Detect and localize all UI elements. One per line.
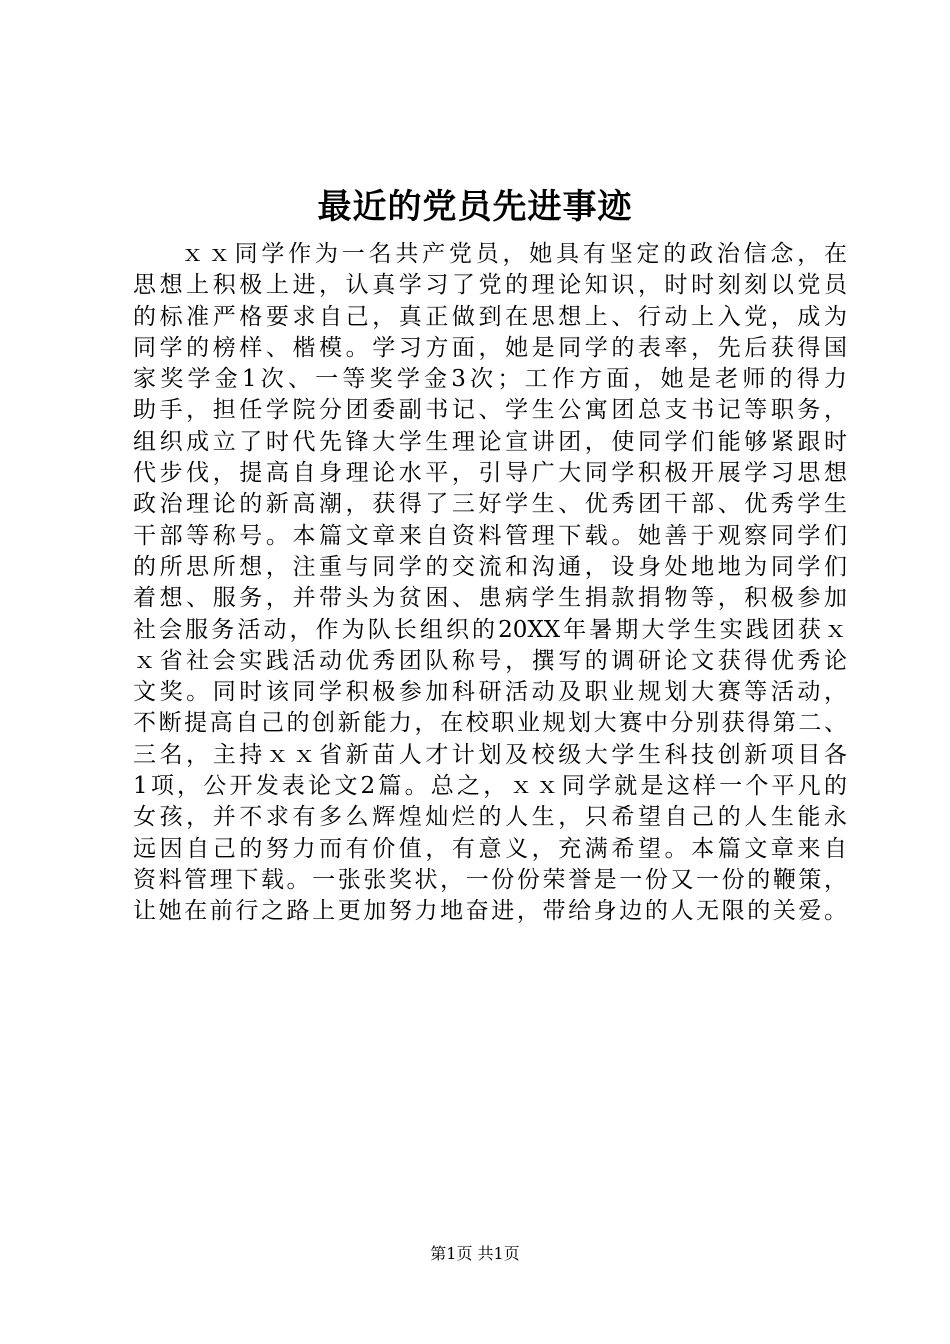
body-line: 干部等称号。本篇文章来自资料管理下载。她善于观察同学们	[133, 522, 847, 549]
body-line: 女孩，并不求有多么辉煌灿烂的人生，只希望自己的人生能永	[133, 804, 847, 831]
body-line: 不断提高自己的创新能力，在校职业规划大赛中分别获得第二、	[133, 710, 847, 737]
body-line: 家奖学金1次、一等奖学金3次；工作方面，她是老师的得力	[133, 366, 847, 393]
body-line: ｘｘ同学作为一名共产党员，她具有坚定的政治信念，在	[181, 241, 847, 267]
document-body	[133, 239, 847, 928]
document-title: 最近的党员先进事迹	[317, 187, 633, 227]
body-line: 政治理论的新高潮，获得了三好学生、优秀团干部、优秀学生	[133, 491, 847, 518]
body-line: ｘ省社会实践活动优秀团队称号，撰写的调研论文获得优秀论	[133, 647, 847, 674]
body-line: 思想上积极上进，认真学习了党的理论知识，时时刻刻以党员	[133, 272, 847, 299]
body-line: 1项，公开发表论文2篇。总之，ｘｘ同学就是这样一个平凡的	[133, 773, 847, 800]
body-line: 同学的榜样、楷模。学习方面，她是同学的表率，先后获得国	[133, 334, 847, 361]
body-line: 的标准严格要求自己，真正做到在思想上、行动上入党，成为	[133, 303, 847, 330]
body-line: 社会服务活动，作为队长组织的20XX年暑期大学生实践团获ｘ	[133, 616, 847, 643]
body-line: 让她在前行之路上更加努力地奋进，带给身边的人无限的关爱。	[133, 898, 847, 925]
body-line: 的所思所想，注重与同学的交流和沟通，设身处地地为同学们	[133, 553, 847, 580]
body-line: 代步伐，提高自身理论水平，引导广大同学积极开展学习思想	[133, 460, 847, 487]
body-line: 文奖。同时该同学积极参加科研活动及职业规划大赛等活动，	[133, 679, 847, 706]
body-line: 远因自己的努力而有价值，有意义，充满希望。本篇文章来自	[133, 835, 847, 862]
body-line: 资料管理下载。一张张奖状，一份份荣誉是一份又一份的鞭策，	[133, 866, 847, 893]
page-footer: 第1页 共1页	[430, 1244, 520, 1263]
body-line: 助手，担任学院分团委副书记、学生公寓团总支书记等职务，	[133, 397, 847, 424]
body-line: 组织成立了时代先锋大学生理论宣讲团，使同学们能够紧跟时	[133, 428, 847, 455]
body-line: 着想、服务，并带头为贫困、患病学生捐款捐物等，积极参加	[133, 585, 847, 612]
body-line: 三名，主持ｘｘ省新苗人才计划及校级大学生科技创新项目各	[133, 741, 847, 768]
